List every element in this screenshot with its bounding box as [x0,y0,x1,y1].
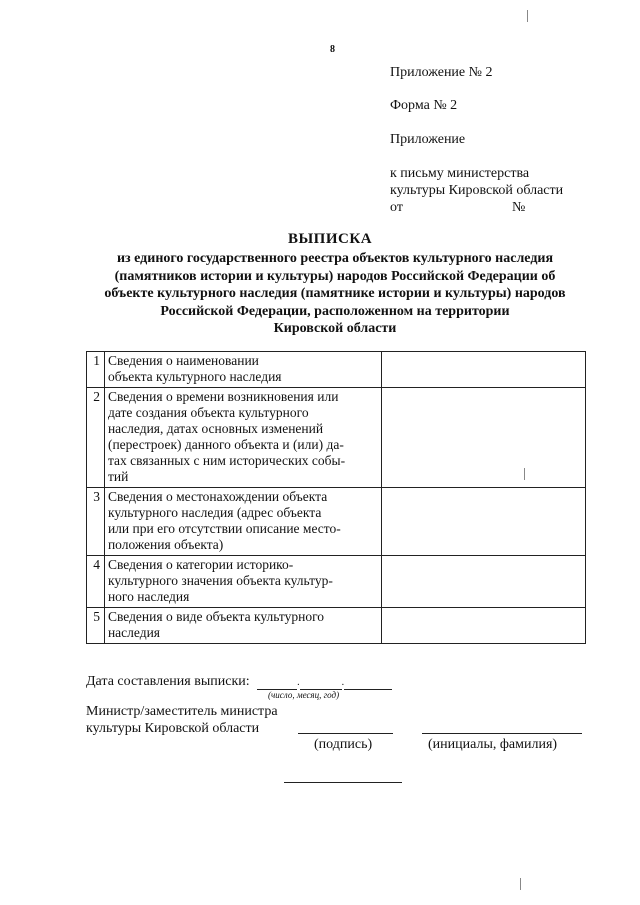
description-line: Сведения о времени возникновения или [107,389,339,404]
signer-title-line: культуры Кировской области [86,721,260,736]
appendix-label: Приложение № 2 [390,65,493,80]
date-day-blank[interactable] [257,675,297,690]
initials-line[interactable] [422,733,582,734]
description-line: (перестроек) данного объекта и (или) да- [107,437,344,452]
row-number: 4 [87,556,105,608]
row-value-cell[interactable] [381,608,585,644]
scan-mark [520,878,521,890]
date-hint: (число, месяц, год) [268,690,340,700]
subtitle-line: Российской Федерации, расположенном на территории [160,303,510,319]
date-label: Дата составления выписки: [86,674,250,689]
row-value-cell[interactable] [381,388,585,488]
description-line: дате создания объекта культурного [107,405,309,420]
subtitle-line: из единого государственного реестра объектов культурного наследия [116,251,554,266]
subtitle-line: (памятников истории и культуры) народов Российской Федерации об [114,268,556,284]
bottom-line [284,782,402,783]
description-line: Сведения о наименовании [107,353,259,368]
row-description [104,608,381,644]
signature-line[interactable] [298,733,393,734]
table-row [87,488,586,556]
description-line: или при его отсутствии описание место- [107,521,341,536]
row-number: 2 [87,388,105,488]
page-number: 8 [330,44,335,55]
register-table [86,351,586,644]
description-line: тий [107,469,129,484]
table-row [87,388,586,488]
scan-mark [524,468,525,480]
description-line: Сведения о местонахождении объекта [107,489,328,504]
table-row [87,352,586,388]
row-number: 1 [87,352,105,388]
form-label: Форма № 2 [390,98,458,113]
row-number: 5 [87,608,105,644]
date-month-blank[interactable] [300,675,342,690]
description-line: культурного значения объекта культур- [107,573,333,588]
signature-label: (подпись) [314,737,373,752]
table-row [87,556,586,608]
row-value-cell[interactable] [381,556,585,608]
letter-line-2: культуры Кировской области [390,183,564,198]
row-value-cell[interactable] [381,352,585,388]
description-line: Сведения о виде объекта культурного [107,609,325,624]
description-line: положения объекта) [107,537,224,552]
signer-block [86,703,278,737]
row-value-cell[interactable] [381,488,585,556]
subtitle-line: Кировской области [273,321,397,336]
attachment-label: Приложение [390,132,466,147]
number-label: № [512,200,526,215]
scan-mark [527,10,528,22]
initials-label: (инициалы, фамилия) [428,737,558,752]
table-row [87,608,586,644]
from-label: от [390,200,403,215]
description-line: Сведения о категории историко- [107,557,294,572]
row-description [104,556,381,608]
row-description [104,352,381,388]
document-title: ВЫПИСКА [287,231,373,247]
row-description [104,488,381,556]
document-subtitle [70,250,600,338]
row-number: 3 [87,488,105,556]
date-year-blank[interactable] [344,675,392,690]
description-line: наследия, датах основных изменений [107,421,324,436]
letter-line-1: к письму министерства [390,166,530,181]
description-line: наследия [107,625,161,640]
date-field: Дата составления выписки: . . [86,674,392,690]
description-line: тах связанных с ним исторических собы- [107,453,346,468]
signer-title-line: Министр/заместитель министра [86,704,278,719]
subtitle-line: объекте культурного наследия (памятнике истории и культуры) народов [104,286,566,301]
description-line: культурного наследия (адрес объекта [107,505,322,520]
row-description [104,388,381,488]
description-line: объекта культурного наследия [107,369,282,384]
description-line: ного наследия [107,589,190,604]
